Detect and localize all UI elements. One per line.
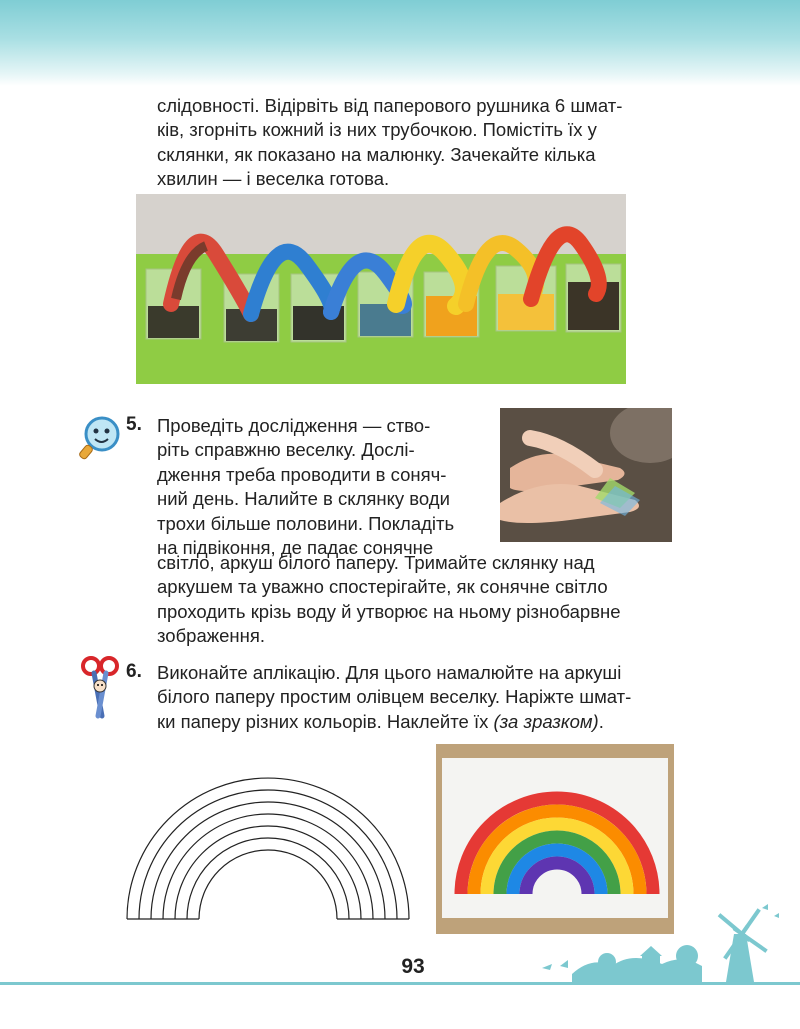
task-6-line: білого паперу простим олівцем веселку. Наріжте шмат- (157, 686, 632, 708)
walking-rainbow-photo (136, 194, 626, 384)
task-6-line-end: . (598, 710, 604, 732)
task-6-line-start: ки паперу різних кольорів. Наклейте їх (157, 710, 489, 732)
page-number: 93 (401, 955, 425, 978)
header-band (0, 0, 800, 86)
task-5-line: ріть справжню веселку. Дослі- (157, 439, 415, 461)
task-5-line: аркушем та уважно спостерігайте, як сонячне світло (157, 576, 608, 598)
intro-line: ків, згорніть кожний із них трубочкою. Помістіть їх у (157, 119, 597, 141)
hands-light-photo (500, 408, 672, 542)
rainbow-outline-template (124, 776, 412, 921)
task-5-text-beside-photo (157, 414, 489, 560)
task-5-line: на підвіконня, де падає сонячне (157, 537, 434, 559)
task-5-line: проходить крізь воду й утворює на ньому різнобарвне (157, 600, 621, 622)
task-5-number: 5. (126, 414, 142, 435)
task-5-line: Проведіть дослідження — ство- (157, 415, 431, 436)
intro-line: слідовності. Відірвіть від паперового рушника 6 шмат- (157, 95, 623, 116)
intro-line: склянки, як показано на малюнку. Зачекайте кілька (157, 143, 596, 165)
task-6-text (157, 661, 673, 734)
task-6-sample-note: (за зразком) (488, 710, 599, 732)
task-5-text-full-width (157, 551, 673, 649)
scissors-icon (80, 656, 120, 720)
magnifier-smile-icon (78, 414, 124, 460)
task-6-line: Виконайте аплікацію. Для цього намалюйте на аркуші (157, 662, 622, 683)
task-5-line: зображення. (157, 625, 265, 647)
task-5-line: ний день. Налийте в склянку води (157, 488, 450, 510)
intro-paragraph (157, 94, 659, 192)
intro-line: хвилин — і веселка готова. (157, 168, 390, 190)
task-5-line: світло, аркуш білого паперу. Тримайте склянку над (157, 552, 595, 573)
task-5-line: дження треба проводити в соняч- (157, 463, 447, 485)
windmill-landscape-icon (512, 896, 800, 988)
task-6-line (157, 710, 673, 734)
task-5-line: трохи більше половини. Покладіть (157, 512, 455, 534)
task-6-number: 6. (126, 661, 142, 682)
